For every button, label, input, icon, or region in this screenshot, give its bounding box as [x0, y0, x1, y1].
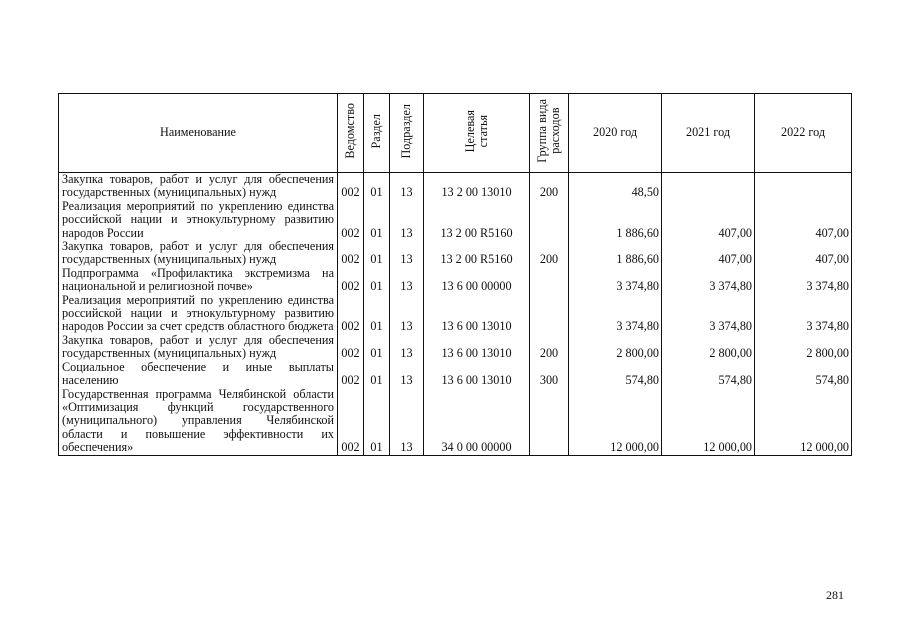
row-name: Реализация мероприятий по укреплению единства российской нации и этнокультурному развитию народов России [59, 200, 338, 240]
row-dept: 002 [338, 361, 364, 388]
row-amount-2020: 3 374,80 [569, 267, 662, 294]
row-target: 13 6 00 00000 [424, 267, 530, 294]
row-section: 01 [364, 200, 390, 240]
row-subsection: 13 [390, 173, 424, 200]
row-amount-2022: 574,80 [755, 361, 852, 388]
row-exptype [530, 294, 569, 334]
header-2020: 2020 год [569, 94, 662, 173]
row-name: Реализация мероприятий по укреплению единства российской нации и этнокультурному развитию народов России за счет средств областного бюджета [59, 294, 338, 334]
row-amount-2021: 574,80 [662, 361, 755, 388]
budget-table [58, 93, 852, 456]
row-exptype: 300 [530, 361, 569, 388]
row-exptype: 200 [530, 173, 569, 200]
row-target: 13 2 00 R5160 [424, 200, 530, 240]
table-row [59, 388, 852, 456]
table-row [59, 361, 852, 388]
row-amount-2021: 407,00 [662, 240, 755, 267]
header-2021: 2021 год [662, 94, 755, 173]
row-exptype: 200 [530, 240, 569, 267]
row-amount-2020: 574,80 [569, 361, 662, 388]
row-subsection: 13 [390, 294, 424, 334]
row-dept: 002 [338, 200, 364, 240]
row-subsection: 13 [390, 240, 424, 267]
row-amount-2021: 407,00 [662, 200, 755, 240]
row-subsection: 13 [390, 361, 424, 388]
row-target: 34 0 00 00000 [424, 388, 530, 456]
row-section: 01 [364, 294, 390, 334]
row-amount-2022: 2 800,00 [755, 334, 852, 361]
row-name: Закупка товаров, работ и услуг для обеспечения государственных (муниципальных) нужд [59, 240, 338, 267]
header-subsection: Подраздел [390, 94, 424, 173]
row-amount-2022: 12 000,00 [755, 388, 852, 456]
row-section: 01 [364, 334, 390, 361]
row-dept: 002 [338, 173, 364, 200]
row-section: 01 [364, 361, 390, 388]
row-name: Государственная программа Челябинской области «Оптимизация функций государственного (муниципального) управления Челябинской области и повышение эффективности их обеспечения» [59, 388, 338, 456]
row-section: 01 [364, 388, 390, 456]
row-exptype: 200 [530, 334, 569, 361]
row-dept: 002 [338, 388, 364, 456]
row-amount-2022: 3 374,80 [755, 267, 852, 294]
header-name: Наименование [59, 94, 338, 173]
row-amount-2021: 3 374,80 [662, 267, 755, 294]
table-row [59, 240, 852, 267]
row-exptype [530, 200, 569, 240]
row-subsection: 13 [390, 334, 424, 361]
row-amount-2020: 1 886,60 [569, 240, 662, 267]
row-subsection: 13 [390, 267, 424, 294]
row-target: 13 6 00 13010 [424, 361, 530, 388]
page-number: 281 [826, 588, 844, 602]
row-dept: 002 [338, 334, 364, 361]
row-amount-2020: 12 000,00 [569, 388, 662, 456]
row-target: 13 6 00 13010 [424, 294, 530, 334]
header-exptype: Группа вида расходов [530, 94, 569, 173]
header-section: Раздел [364, 94, 390, 173]
row-amount-2022: 3 374,80 [755, 294, 852, 334]
row-name: Подпрограмма «Профилактика экстремизма на национальной и религиозной почве» [59, 267, 338, 294]
row-amount-2021: 2 800,00 [662, 334, 755, 361]
row-dept: 002 [338, 240, 364, 267]
row-subsection: 13 [390, 200, 424, 240]
table-row [59, 294, 852, 334]
row-amount-2020: 2 800,00 [569, 334, 662, 361]
row-amount-2020: 1 886,60 [569, 200, 662, 240]
row-subsection: 13 [390, 388, 424, 456]
row-amount-2022: 407,00 [755, 240, 852, 267]
header-dept: Ведомство [338, 94, 364, 173]
row-amount-2021 [662, 173, 755, 200]
table-row [59, 200, 852, 240]
table-body [59, 173, 852, 456]
row-dept: 002 [338, 294, 364, 334]
row-amount-2021: 3 374,80 [662, 294, 755, 334]
row-amount-2022: 407,00 [755, 200, 852, 240]
header-2022: 2022 год [755, 94, 852, 173]
row-amount-2020: 3 374,80 [569, 294, 662, 334]
row-section: 01 [364, 173, 390, 200]
header-target: Целевая статья [424, 94, 530, 173]
row-target: 13 2 00 13010 [424, 173, 530, 200]
row-amount-2021: 12 000,00 [662, 388, 755, 456]
row-section: 01 [364, 267, 390, 294]
row-target: 13 6 00 13010 [424, 334, 530, 361]
row-name: Закупка товаров, работ и услуг для обеспечения государственных (муниципальных) нужд [59, 334, 338, 361]
row-exptype [530, 388, 569, 456]
table-row [59, 267, 852, 294]
row-dept: 002 [338, 267, 364, 294]
row-name: Закупка товаров, работ и услуг для обеспечения государственных (муниципальных) нужд [59, 173, 338, 200]
row-amount-2022 [755, 173, 852, 200]
row-section: 01 [364, 240, 390, 267]
table-row [59, 334, 852, 361]
table-header-row [59, 94, 852, 173]
row-name: Социальное обеспечение и иные выплаты населению [59, 361, 338, 388]
table-row [59, 173, 852, 200]
row-target: 13 2 00 R5160 [424, 240, 530, 267]
row-amount-2020: 48,50 [569, 173, 662, 200]
row-exptype [530, 267, 569, 294]
